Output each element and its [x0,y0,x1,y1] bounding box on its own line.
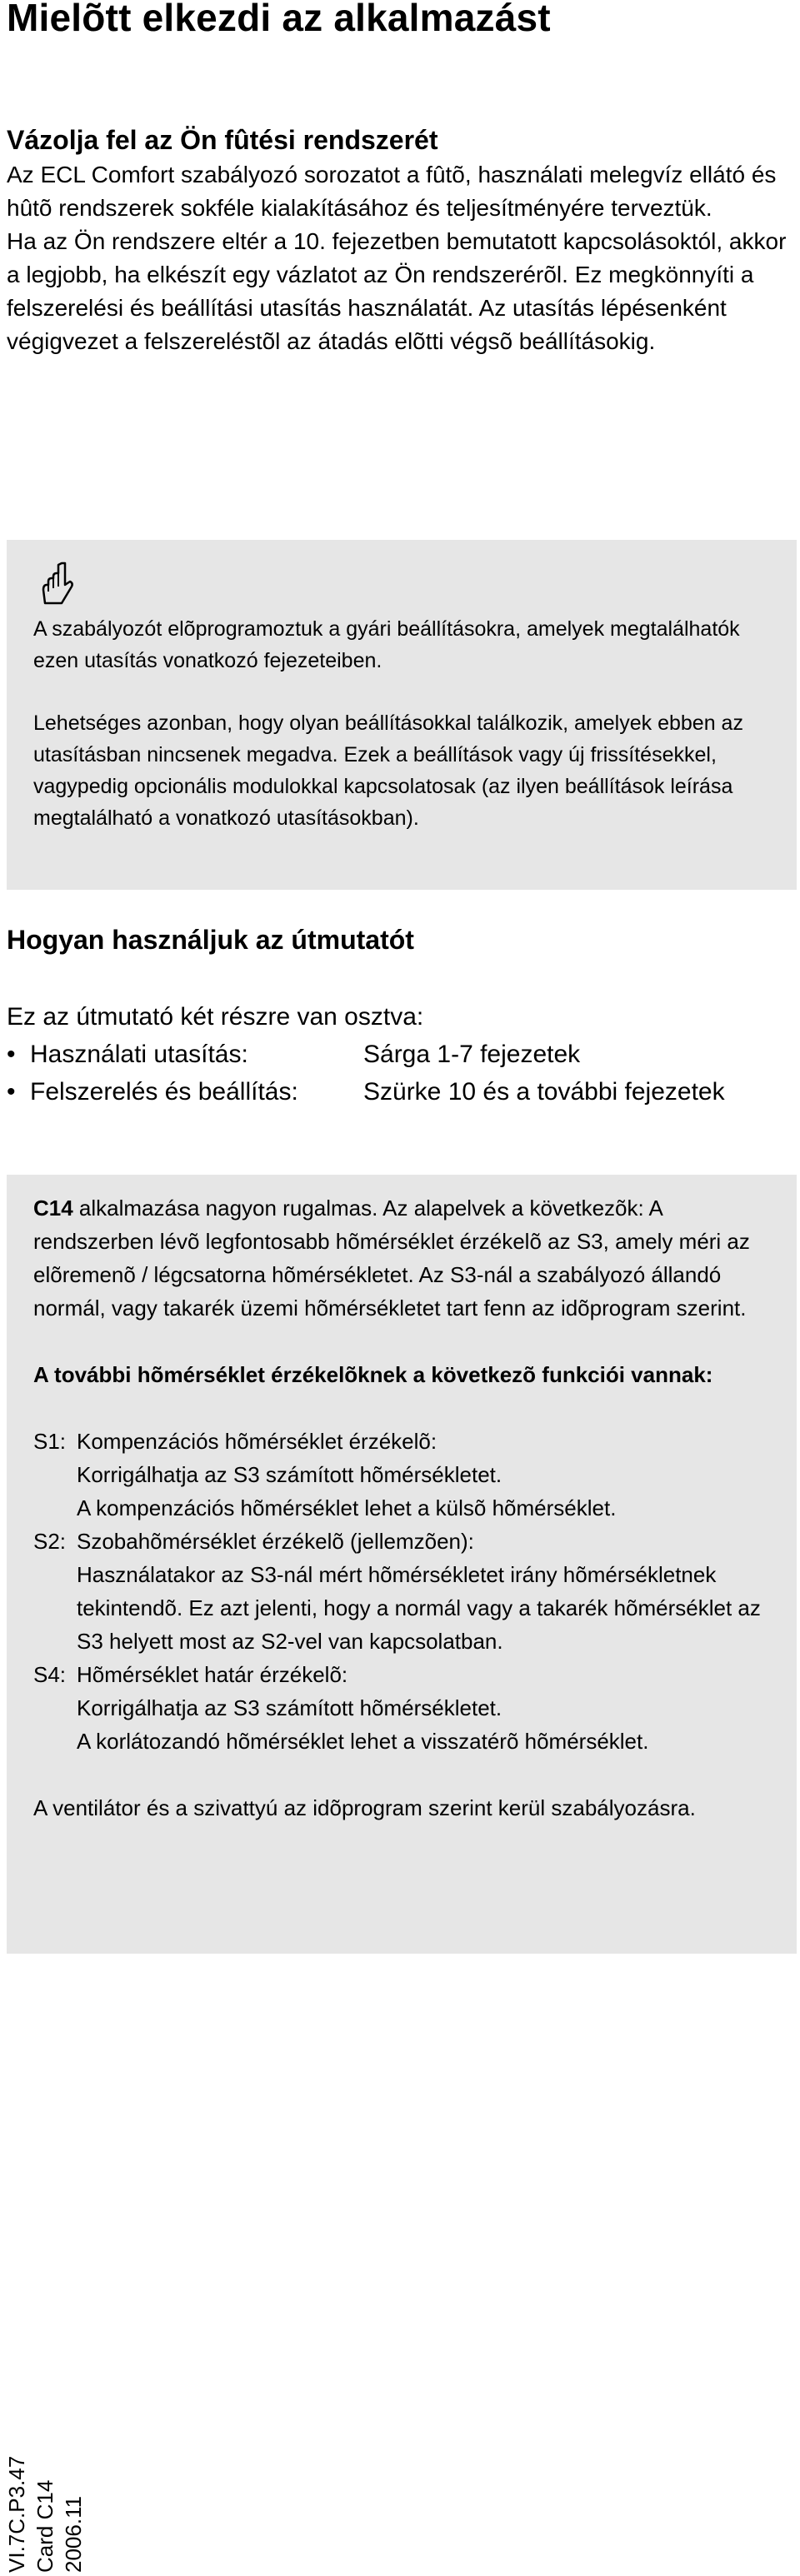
hand-pointing-icon [37,560,77,610]
sensor-line: A korlátozandó hõmérséklet lehet a visszatérõ hõmérséklet. [77,1729,649,1754]
info-box [7,1175,797,1954]
sensor-description [77,1525,783,1658]
sensor-line: Korrigálhatja az S3 számított hõmérsékletet. [77,1462,502,1487]
list-item-value: Szürke 10 és a további fejezetek [363,1078,725,1106]
howto-intro: Ez az útmutató két részre van osztva: [7,1003,424,1031]
intro-paragraph-1: Az ECL Comfort szabályozó sorozatot a fûtõ, használati melegvíz ellátó és hûtõ rendszerek sokféle kialakításához és teljesítményére terveztük. [7,162,777,221]
sensor-code: S1: [33,1429,67,1454]
note-paragraph-2: Lehetséges azonban, hogy olyan beállításokkal találkozik, amelyek ebben az utasításban nincsenek megadva. Ezek a beállítások vagy új frissítésekkel, vagypedig opcionális modulokkal kapcsolatosak (az ilyen beállítások leírása megtalálható a vonatkozó utasításokban). [33,711,743,830]
note-box [7,540,797,890]
sensor-line: Használatakor az S3-nál mért hõmérsékletet irány hõmérsékletnek tekintendõ. Ez azt jelenti, hogy a normál vagy a takarék hõmérséklet az S3 helyett most az S2-vel van kapcsolatban. [77,1562,761,1654]
intro-paragraph-2: Ha az Ön rendszere eltér a 10. fejezetben bemutatott kapcsolásoktól, akkor a legjobb, ha elkészít egy vázlatot az Ön rendszerérõl. Ez megkönnyíti a felszerelési és beállítási utasítás használatát. Az utasítás lépésenként végigvezet a felszereléstõl az átadás elõtti végsõ beállításokig. [7,228,787,354]
sensor-s4 [33,1658,783,1758]
sensor-description [77,1425,616,1525]
stamp-line-2: Card C14 [32,2479,58,2573]
sensor-code: S4: [33,1662,67,1687]
page-title: Mielõtt elkezdi az alkalmazást [7,0,551,39]
list-item [7,1073,725,1111]
info-footer: A ventilátor és a szivattyú az idõprogram szerint kerül szabályozásra. [33,1795,696,1820]
stamp-line-1: VI.7C.P3.47 [4,2455,29,2573]
list-item-label: Felszerelés és beállítás: [30,1078,298,1106]
info-lead-rest: alkalmazása nagyon rugalmas. Az alapelvek a következõk: A rendszerben lévõ legfontosabb hõmérséklet érzékelõ az S3, amely méri az elõremenõ / légcsatorna hõmérsékletet. Az S3-nál a szabályozó állandó normál, vagy takarék üzemi hõmérsékletet tart fenn az idõprogram szerint. [33,1196,750,1320]
sensor-line: Kompenzációs hõmérséklet érzékelõ: [77,1429,438,1454]
info-lead-bold: C14 [33,1196,73,1221]
sensor-line: Hõmérséklet határ érzékelõ: [77,1662,348,1687]
info-subheading: A további hõmérséklet érzékelõknek a következõ funkciói vannak: [33,1362,713,1387]
sensor-description [77,1658,648,1758]
intro-text [7,158,790,358]
list-item [7,1036,725,1073]
document-code-stamp [3,2439,103,2573]
sensor-s1 [33,1425,783,1525]
stamp-line-3: 2006.11 [61,2495,86,2573]
note-paragraph-1: A szabályozót elõprogramoztuk a gyári beállításokra, amelyek megtalálhatók ezen utasítás vonatkozó fejezeteiben. [33,617,740,672]
sensor-line: Szobahõmérséklet érzékelõ (jellemzõen): [77,1529,474,1554]
sensor-line: Korrigálhatja az S3 számított hõmérsékletet. [77,1695,502,1720]
info-content [33,1191,783,1825]
howto-list [7,1036,725,1111]
section-title-system-sketch: Vázolja fel az Ön fûtési rendszerét [7,125,438,155]
info-lead [33,1191,783,1325]
list-item-value: Sárga 1-7 fejezetek [363,1041,581,1068]
list-item-label: Használati utasítás: [30,1041,248,1068]
note-text [33,613,767,865]
section-title-howto: Hogyan használjuk az útmutatót [7,925,414,955]
sensor-code: S2: [33,1529,67,1554]
sensor-line: A kompenzációs hõmérséklet lehet a külsõ hõmérséklet. [77,1495,617,1520]
sensor-s2 [33,1525,783,1658]
